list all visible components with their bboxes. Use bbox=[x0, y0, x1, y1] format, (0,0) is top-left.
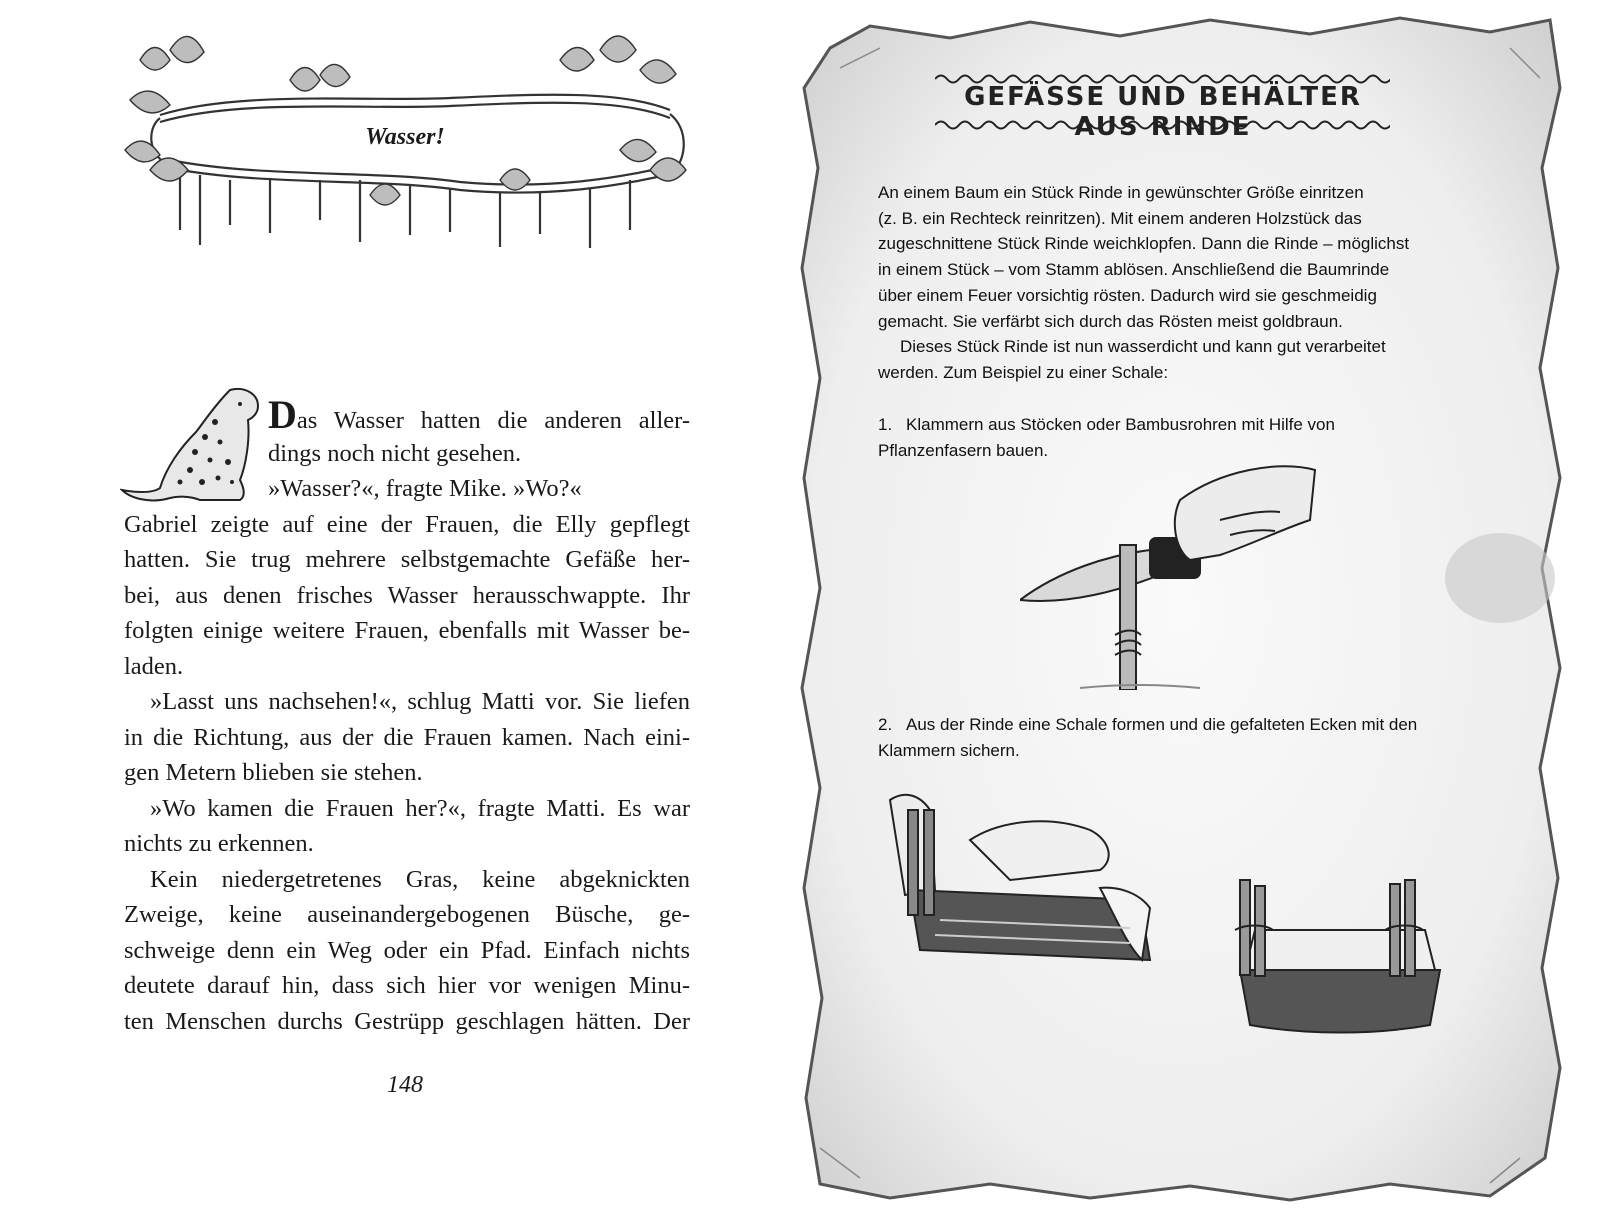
text-line: Das Wasser hatten die anderen aller- bbox=[268, 392, 690, 437]
page-number: 148 bbox=[387, 1072, 423, 1098]
text-line: laden. bbox=[124, 652, 184, 680]
paragraph bbox=[124, 507, 690, 685]
text-line: Gabriel zeigte auf eine der Frauen, die Elly gepflegt bbox=[124, 510, 690, 538]
text-line: gen Metern blieben sie stehen. bbox=[124, 759, 423, 786]
left-page bbox=[0, 0, 780, 1229]
text-line: Aus der Rinde eine Schale formen und die gefalteten Ecken mit den bbox=[906, 715, 1418, 734]
paragraph bbox=[878, 180, 1458, 334]
step-2 bbox=[878, 712, 1458, 763]
text-line: folgten einige weitere Frauen, ebenfalls mit Wasser be- bbox=[124, 617, 690, 644]
title-bottom-wave bbox=[935, 118, 1390, 132]
text-line: Dieses Stück Rinde ist nun wasserdicht und kann gut verarbeitet bbox=[900, 337, 1386, 357]
instructions-text bbox=[878, 180, 1458, 386]
paragraph bbox=[124, 862, 690, 1040]
text-line: ten Menschen durchs Gestrüpp geschlagen hätten. Der bbox=[124, 1007, 690, 1035]
paragraph bbox=[124, 392, 690, 471]
text-line: Pflanzenfasern bauen. bbox=[878, 440, 1049, 460]
drop-cap: D bbox=[268, 392, 297, 437]
bark-sheet-with-clamp-illustration bbox=[880, 780, 1180, 970]
text-line: Kein niedergetretenes Gras, keine abgeknickten bbox=[150, 865, 690, 893]
text-line: An einem Baum ein Stück Rinde in gewünschter Größe einritzen bbox=[878, 183, 1364, 202]
story-text bbox=[124, 392, 690, 1039]
text-line: werden. Zum Beispiel zu einer Schale: bbox=[878, 362, 1169, 382]
chapter-title: Wasser! bbox=[365, 124, 445, 150]
text-line: in einem Stück – vom Stamm ablösen. Anschließend die Baumrinde bbox=[878, 260, 1390, 280]
text-line: über einem Feuer vorsichtig rösten. Dadurch wird sie geschmeidig bbox=[878, 285, 1377, 305]
text-line: zugeschnittene Stück Rinde weichklopfen. Dann die Rinde – möglichst bbox=[878, 234, 1410, 254]
section-title: GEFÄSSE UND BEHÄLTER AUS RINDE bbox=[964, 82, 1362, 142]
text-line: bei, aus denen frisches Wasser herausschwappte. Ihr bbox=[124, 581, 690, 609]
paragraph bbox=[878, 334, 1458, 385]
text-line: Klammern aus Stöcken oder Bambusrohren mit Hilfe von bbox=[906, 415, 1335, 434]
text-line: Zweige, keine auseinandergebogenen Büsche, ge- bbox=[124, 901, 690, 928]
paragraph bbox=[124, 684, 690, 791]
text-line: nichts zu erkennen. bbox=[124, 830, 314, 857]
text-line: »Wasser?«, fragte Mike. »Wo?« bbox=[268, 475, 582, 502]
bark-bowl-illustration bbox=[1225, 870, 1455, 1040]
step-number: 2. bbox=[878, 715, 893, 734]
text-line: hatten. Sie trug mehrere selbstgemachte Gefäße her- bbox=[124, 546, 690, 573]
text-line: schweige denn ein Weg oder ein Pfad. Einfach nichts bbox=[124, 936, 690, 964]
text-line: »Wo kamen die Frauen her?«, fragte Matti. Es war bbox=[150, 794, 690, 822]
text-line: dings noch nicht gesehen. bbox=[268, 439, 522, 467]
paragraph bbox=[124, 791, 690, 862]
text-line: gemacht. Sie verfärbt sich durch das Rösten meist goldbraun. bbox=[878, 311, 1343, 331]
paragraph bbox=[124, 471, 690, 507]
text-line: in die Richtung, aus der die Frauen kamen. Nach eini- bbox=[124, 723, 690, 751]
step-1 bbox=[878, 412, 1458, 463]
step-number: 1. bbox=[878, 415, 893, 434]
text-line: »Lasst uns nachsehen!«, schlug Matti vor. Sie liefen bbox=[150, 688, 690, 715]
text-line: (z. B. ein Rechteck reinritzen). Mit einem anderen Holzstück das bbox=[878, 208, 1362, 228]
text-line: Klammern sichern. bbox=[878, 740, 1020, 760]
knife-carving-stick-illustration bbox=[1020, 460, 1320, 690]
text-line: deutete darauf hin, dass sich hier vor wenigen Minu- bbox=[124, 972, 690, 999]
